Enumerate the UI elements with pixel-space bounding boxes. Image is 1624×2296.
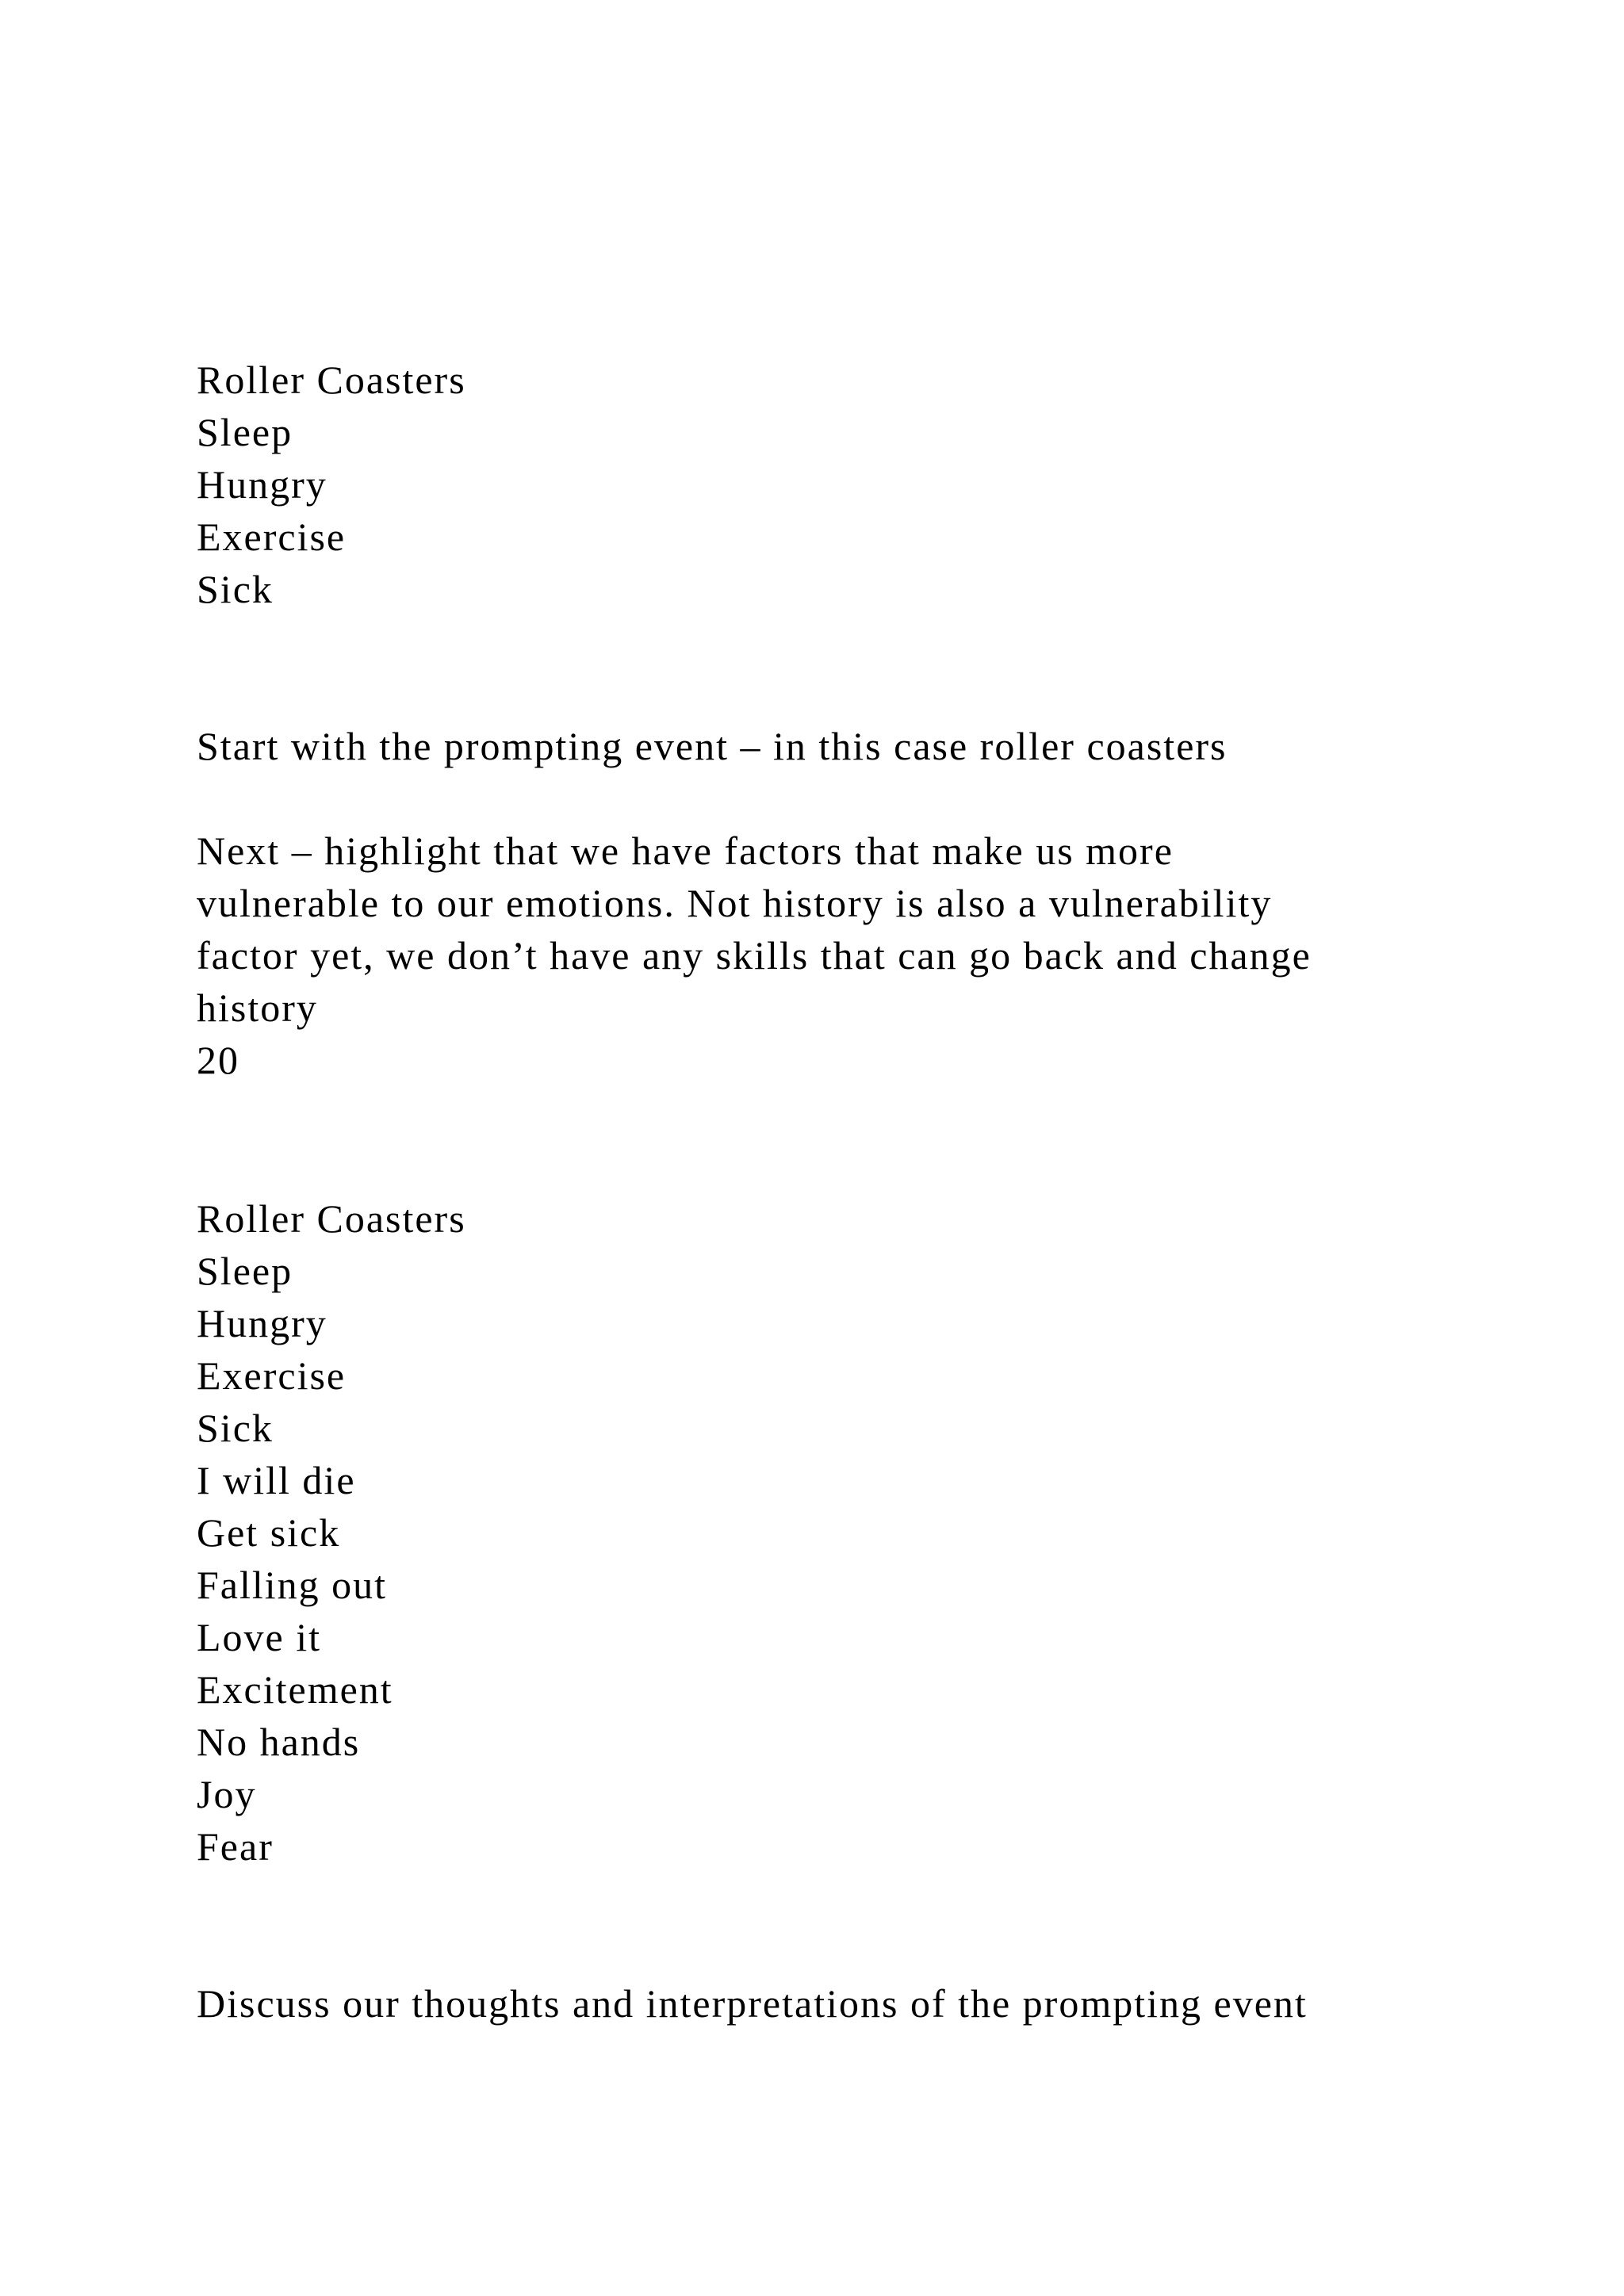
list-item: Sick xyxy=(197,1406,274,1450)
list-item: Roller Coasters xyxy=(197,1196,466,1241)
list-item: Exercise xyxy=(197,515,347,559)
list-item: I will die xyxy=(197,1458,356,1502)
list-item: Falling out xyxy=(197,1563,388,1607)
list-item: Hungry xyxy=(197,1301,327,1345)
page-number: 20 xyxy=(197,1038,239,1082)
list-item: No hands xyxy=(197,1720,361,1764)
list-item: Excitement xyxy=(197,1667,393,1712)
list-item: Roller Coasters xyxy=(197,358,466,402)
speaker-note-line: vulnerable to our emotions. Not history is also a vulnerability xyxy=(197,881,1273,925)
list-item: Love it xyxy=(197,1615,322,1659)
list-item: Exercise xyxy=(197,1353,347,1398)
speaker-note-line: history xyxy=(197,985,318,1030)
speaker-note: Discuss our thoughts and interpretations of the prompting event xyxy=(197,1981,1308,2026)
list-item: Sick xyxy=(197,567,274,611)
speaker-note-line: Next – highlight that we have factors that make us more xyxy=(197,828,1174,873)
list-item: Get sick xyxy=(197,1510,341,1555)
list-item: Sleep xyxy=(197,410,293,454)
list-item: Sleep xyxy=(197,1249,293,1293)
speaker-note-line: factor yet, we don’t have any skills that can go back and change xyxy=(197,933,1312,978)
list-item: Joy xyxy=(197,1772,257,1816)
list-item: Hungry xyxy=(197,462,327,507)
list-item: Fear xyxy=(197,1824,274,1869)
speaker-note: Start with the prompting event – in this case roller coasters xyxy=(197,724,1228,768)
